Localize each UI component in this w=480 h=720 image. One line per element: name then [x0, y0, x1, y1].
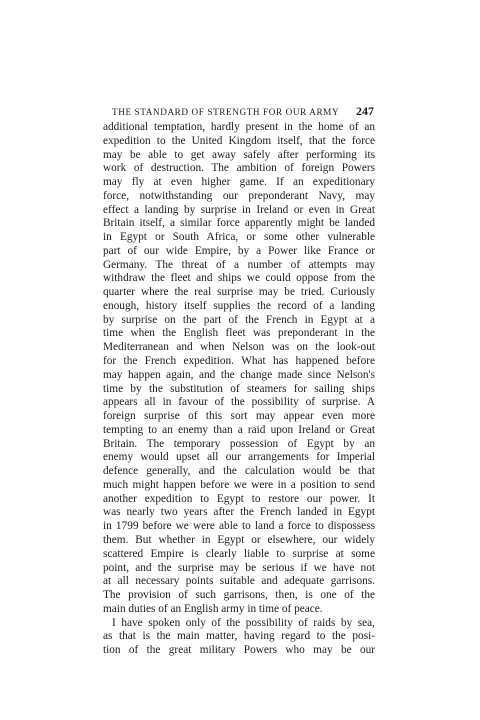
paragraph — [103, 121, 375, 617]
text-line: time by the substitution of steamers for sailing ships — [103, 382, 375, 395]
text-line: effect a landing by surprise in Ireland or even in Great — [103, 203, 375, 216]
text-line: Germany. The threat of a number of attempts may — [103, 258, 375, 271]
text-line: as that is the main matter, having regard to the posi- — [103, 630, 375, 643]
text-line: Mediterranean and when Nelson was on the look-out — [103, 341, 375, 354]
text-line: expedition to the United Kingdom itself, that the force — [103, 134, 375, 147]
text-line: by surprise on the part of the French in Egypt at a — [103, 313, 375, 326]
text-line: main duties of an English army in time of peace. — [103, 602, 323, 615]
text-line: in 1799 before we were able to land a force to dispossess — [103, 520, 375, 533]
page-number: 247 — [356, 104, 374, 118]
text-line: part of our wide Empire, by a Power like France or — [103, 244, 375, 257]
text-line: defence generally, and the calculation would be that — [103, 465, 375, 478]
text-line: I have spoken only of the possibility of raids by sea, — [112, 616, 375, 629]
text-line: another expedition to Egypt to restore our power. It — [103, 492, 375, 505]
text-line: point, and the surprise may be serious if we have not — [103, 561, 375, 574]
text-line: Britain. The temporary possession of Egypt by an — [103, 437, 375, 450]
text-line: The provision of such garrisons, then, is one of the — [103, 589, 375, 602]
text-line: much might happen before we were in a position to send — [103, 478, 375, 491]
text-line: appears all in favour of the possibility of surprise. A — [103, 396, 375, 409]
text-line: additional temptation, hardly present in the home of an — [103, 121, 375, 133]
text-line: foreign surprise of this sort may appear even more — [103, 410, 375, 423]
text-line: withdraw the fleet and ships we could oppose from the — [103, 272, 375, 285]
running-title: THE STANDARD OF STRENGTH FOR OUR ARMY — [112, 107, 340, 117]
text-line: them. But whether in Egypt or elsewhere, our widely — [103, 533, 375, 546]
text-line: force, notwithstanding our preponderant Navy, may — [103, 189, 375, 202]
text-line: tempting to an enemy than a raid upon Ireland or Great — [103, 423, 375, 436]
text-line: time when the English fleet was preponderant in the — [103, 327, 375, 340]
text-line: was nearly two years after the French landed in Egypt — [103, 506, 375, 519]
text-line: may happen again, and the change made since Nelson's — [103, 368, 375, 381]
text-line: Britain itself, a similar force apparently might be landed — [103, 217, 375, 230]
text-line: scattered Empire is clearly liable to surprise at some — [103, 547, 375, 560]
body-text — [103, 121, 375, 658]
paragraph — [103, 617, 375, 658]
page-header — [112, 104, 374, 119]
text-line: may be able to get away safely after performing its — [103, 148, 375, 161]
text-line: work of destruction. The ambition of foreign Powers — [103, 162, 375, 175]
text-line: quarter where the real surprise may be tried. Curiously — [103, 286, 375, 299]
text-line: enemy would upset all our arrangements for Imperial — [103, 451, 375, 464]
text-line: in Egypt or South Africa, or some other vulnerable — [103, 231, 375, 244]
text-line: tion of the great military Powers who may be our — [103, 644, 375, 657]
text-line: at all necessary points suitable and adequate garrisons. — [103, 575, 375, 588]
text-line: enough, history itself supplies the record of a landing — [103, 299, 375, 312]
text-line: for the French expedition. What has happened before — [103, 355, 375, 368]
text-line: may fly at even higher game. If an expeditionary — [103, 176, 375, 189]
